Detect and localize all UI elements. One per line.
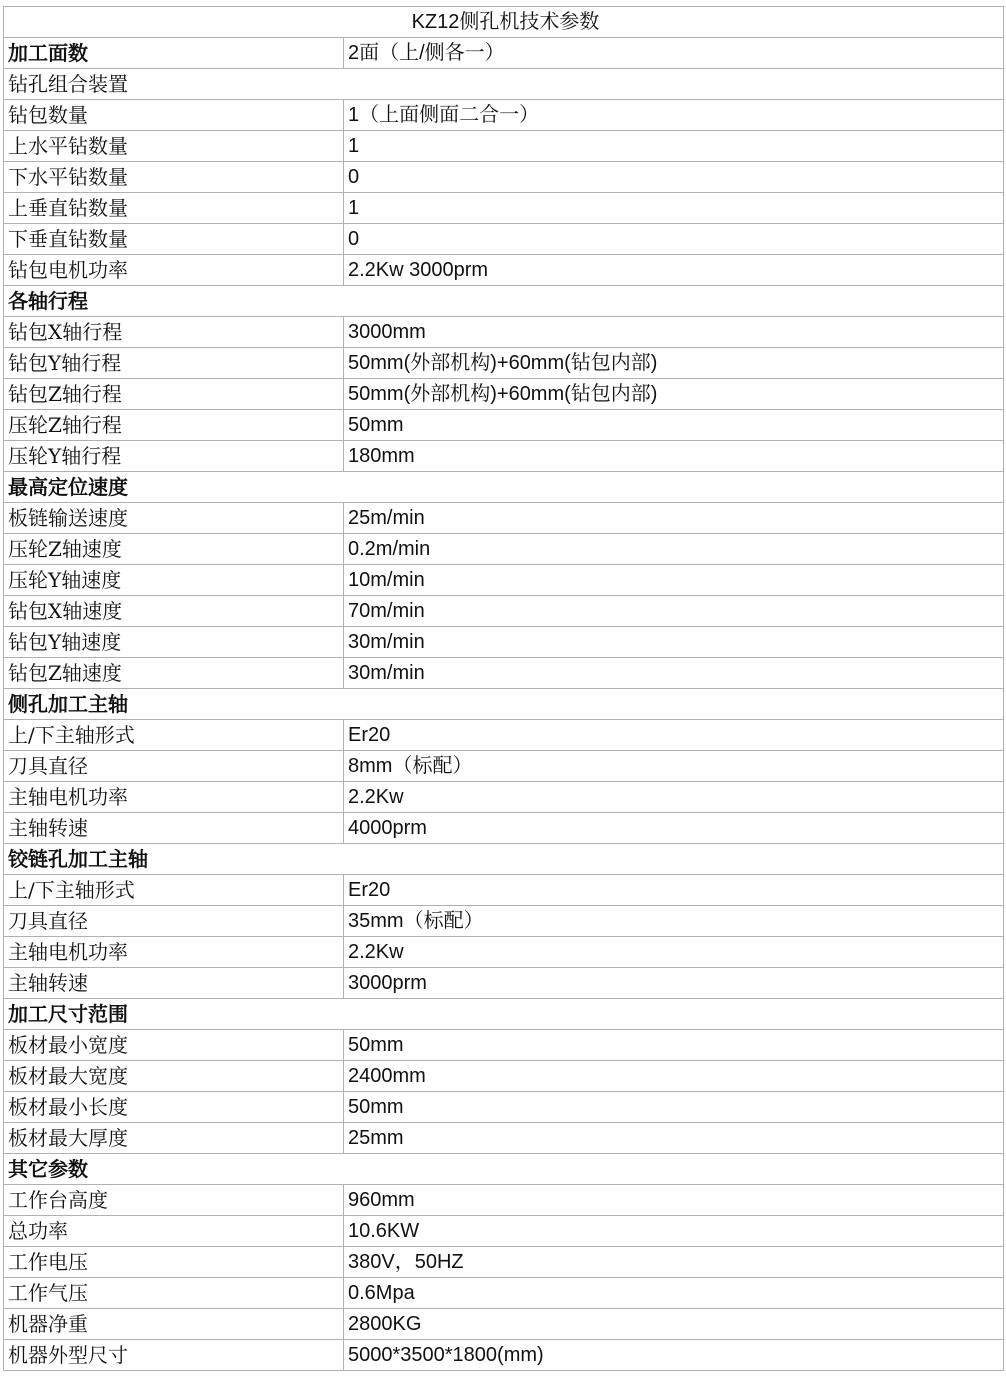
param-label: 上垂直钻数量 <box>4 193 344 224</box>
table-row <box>4 1340 1004 1371</box>
param-label: 主轴电机功率 <box>4 937 344 968</box>
param-label: 板材最小宽度 <box>4 1030 344 1061</box>
table-row <box>4 255 1004 286</box>
table-row <box>4 1185 1004 1216</box>
param-value: Er20 <box>344 875 1004 906</box>
param-value: 25m/min <box>344 503 1004 534</box>
table-row <box>4 565 1004 596</box>
param-value: 50mm <box>344 410 1004 441</box>
param-value: 10.6KW <box>344 1216 1004 1247</box>
param-label: 压轮Y轴行程 <box>4 441 344 472</box>
spec-table <box>3 6 1004 1371</box>
section-header-row <box>4 999 1004 1030</box>
param-label: 刀具直径 <box>4 906 344 937</box>
table-row <box>4 534 1004 565</box>
table-row <box>4 379 1004 410</box>
param-label: 钻包X轴行程 <box>4 317 344 348</box>
param-label: 钻包X轴速度 <box>4 596 344 627</box>
param-label: 工作气压 <box>4 1278 344 1309</box>
param-label: 工作台高度 <box>4 1185 344 1216</box>
param-label: 上水平钻数量 <box>4 131 344 162</box>
param-value: 1 <box>344 131 1004 162</box>
table-row <box>4 906 1004 937</box>
param-value: 5000*3500*1800(mm) <box>344 1340 1004 1371</box>
table-row <box>4 813 1004 844</box>
table-row <box>4 782 1004 813</box>
param-value: 2.2Kw <box>344 937 1004 968</box>
table-row <box>4 348 1004 379</box>
table-row <box>4 224 1004 255</box>
table-row <box>4 720 1004 751</box>
param-label: 下水平钻数量 <box>4 162 344 193</box>
section-header: 各轴行程 <box>4 286 1004 317</box>
section-header-row <box>4 689 1004 720</box>
section-header-row <box>4 844 1004 875</box>
table-row <box>4 751 1004 782</box>
param-label: 总功率 <box>4 1216 344 1247</box>
section-header: 加工尺寸范围 <box>4 999 1004 1030</box>
param-label: 主轴转速 <box>4 813 344 844</box>
section-header-row <box>4 69 1004 100</box>
table-row <box>4 1092 1004 1123</box>
table-row <box>4 1216 1004 1247</box>
param-label: 板材最小长度 <box>4 1092 344 1123</box>
param-label: 钻包Z轴行程 <box>4 379 344 410</box>
param-label: 压轮Z轴行程 <box>4 410 344 441</box>
param-value: 2.2Kw <box>344 782 1004 813</box>
spec-table-body <box>4 7 1004 1371</box>
param-label: 钻包Y轴速度 <box>4 627 344 658</box>
param-value: 35mm（标配） <box>344 906 1004 937</box>
param-value: 2面（上/侧各一） <box>344 38 1004 69</box>
table-row <box>4 162 1004 193</box>
param-value: 0 <box>344 162 1004 193</box>
param-label: 板链输送速度 <box>4 503 344 534</box>
param-value: 30m/min <box>344 627 1004 658</box>
section-header: 钻孔组合装置 <box>4 69 1004 100</box>
table-row <box>4 1061 1004 1092</box>
param-value: 380V，50HZ <box>344 1247 1004 1278</box>
param-label: 下垂直钻数量 <box>4 224 344 255</box>
table-row <box>4 503 1004 534</box>
param-value: 8mm（标配） <box>344 751 1004 782</box>
table-row <box>4 317 1004 348</box>
table-row <box>4 441 1004 472</box>
param-value: 70m/min <box>344 596 1004 627</box>
param-value: 2800KG <box>344 1309 1004 1340</box>
param-value: 3000mm <box>344 317 1004 348</box>
table-row <box>4 658 1004 689</box>
param-value: 50mm <box>344 1030 1004 1061</box>
param-value: 2.2Kw 3000prm <box>344 255 1004 286</box>
table-row <box>4 1123 1004 1154</box>
param-label: 压轮Y轴速度 <box>4 565 344 596</box>
table-row <box>4 1309 1004 1340</box>
param-label: 压轮Z轴速度 <box>4 534 344 565</box>
table-row <box>4 627 1004 658</box>
section-header: 其它参数 <box>4 1154 1004 1185</box>
table-row <box>4 100 1004 131</box>
param-label: 工作电压 <box>4 1247 344 1278</box>
param-value: 50mm <box>344 1092 1004 1123</box>
table-row <box>4 1030 1004 1061</box>
param-label: 板材最大厚度 <box>4 1123 344 1154</box>
param-value: 1（上面侧面二合一） <box>344 100 1004 131</box>
param-value: 2400mm <box>344 1061 1004 1092</box>
table-row <box>4 410 1004 441</box>
param-value: 0.2m/min <box>344 534 1004 565</box>
param-label: 机器外型尺寸 <box>4 1340 344 1371</box>
param-label: 主轴转速 <box>4 968 344 999</box>
param-label: 上/下主轴形式 <box>4 720 344 751</box>
param-value: 0.6Mpa <box>344 1278 1004 1309</box>
section-header-row <box>4 472 1004 503</box>
section-header: 最高定位速度 <box>4 472 1004 503</box>
section-header-row <box>4 286 1004 317</box>
table-row <box>4 937 1004 968</box>
param-value: 10m/min <box>344 565 1004 596</box>
param-label: 钻包数量 <box>4 100 344 131</box>
section-header-row <box>4 1154 1004 1185</box>
param-value: Er20 <box>344 720 1004 751</box>
param-label: 刀具直径 <box>4 751 344 782</box>
param-label: 上/下主轴形式 <box>4 875 344 906</box>
param-label: 钻包Z轴速度 <box>4 658 344 689</box>
param-value: 25mm <box>344 1123 1004 1154</box>
table-row <box>4 596 1004 627</box>
table-row <box>4 1278 1004 1309</box>
param-label: 机器净重 <box>4 1309 344 1340</box>
param-value: 3000prm <box>344 968 1004 999</box>
table-title: KZ12侧孔机技术参数 <box>4 7 1004 38</box>
param-value: 1 <box>344 193 1004 224</box>
table-row <box>4 875 1004 906</box>
param-value: 960mm <box>344 1185 1004 1216</box>
param-value: 50mm(外部机构)+60mm(钻包内部) <box>344 348 1004 379</box>
param-value: 30m/min <box>344 658 1004 689</box>
param-label: 主轴电机功率 <box>4 782 344 813</box>
title-row <box>4 7 1004 38</box>
table-row <box>4 38 1004 69</box>
param-label: 板材最大宽度 <box>4 1061 344 1092</box>
param-value: 4000prm <box>344 813 1004 844</box>
section-header: 铰链孔加工主轴 <box>4 844 1004 875</box>
param-value: 180mm <box>344 441 1004 472</box>
table-row <box>4 193 1004 224</box>
section-header: 侧孔加工主轴 <box>4 689 1004 720</box>
param-value: 0 <box>344 224 1004 255</box>
param-label: 加工面数 <box>4 38 344 69</box>
table-row <box>4 1247 1004 1278</box>
table-row <box>4 131 1004 162</box>
table-row <box>4 968 1004 999</box>
param-label: 钻包电机功率 <box>4 255 344 286</box>
param-value: 50mm(外部机构)+60mm(钻包内部) <box>344 379 1004 410</box>
param-label: 钻包Y轴行程 <box>4 348 344 379</box>
